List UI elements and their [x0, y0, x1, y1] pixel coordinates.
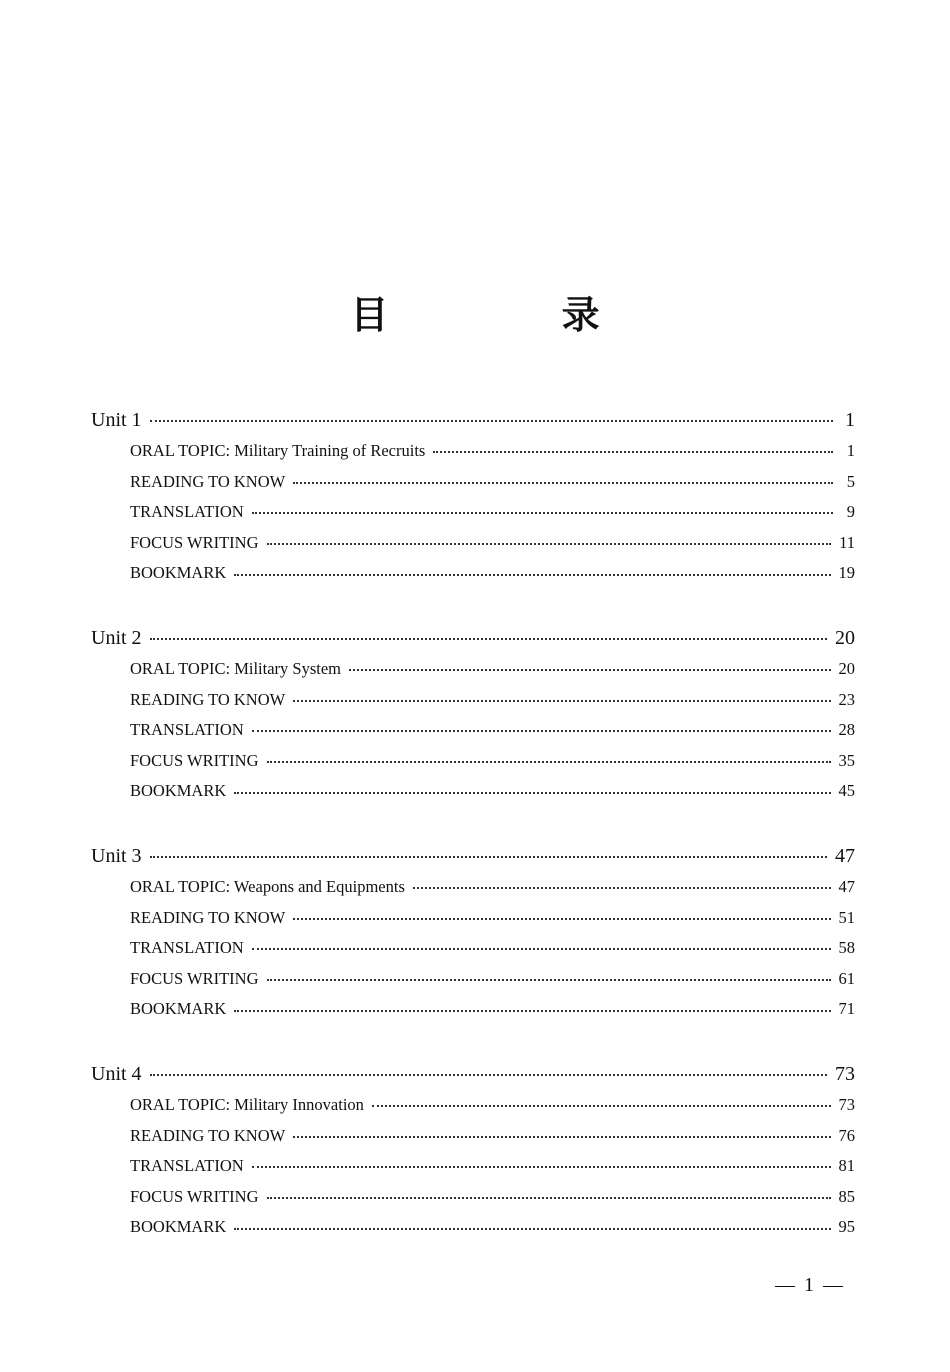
toc-entry[interactable]	[91, 1212, 855, 1243]
dot-leader	[150, 410, 833, 430]
toc-entry-label: READING TO KNOW	[130, 907, 286, 927]
dot-leader	[150, 1064, 827, 1084]
toc-entry[interactable]	[91, 715, 855, 746]
toc-entry-label: BOOKMARK	[130, 1217, 227, 1237]
toc-entry-label: ORAL TOPIC: Military System	[130, 658, 342, 678]
dot-leader	[150, 846, 827, 866]
dot-leader	[252, 940, 831, 957]
dot-leader	[267, 753, 831, 770]
toc-unit-heading[interactable]	[91, 1058, 855, 1090]
toc-unit-2	[91, 622, 855, 807]
dot-leader	[234, 1001, 830, 1018]
toc-entry-label: BOOKMARK	[130, 563, 227, 583]
toc-page-number: 28	[838, 720, 855, 740]
toc-page-number: 71	[838, 999, 855, 1019]
toc-page-number: 73	[838, 1094, 855, 1114]
toc-page-number: 23	[838, 689, 855, 709]
toc-unit-heading[interactable]	[91, 840, 855, 872]
dot-leader	[413, 879, 831, 896]
toc-unit-label: Unit 3	[91, 844, 142, 867]
toc-entry[interactable]	[91, 776, 855, 807]
toc-page-number: 47	[838, 876, 855, 896]
toc-page-number: 58	[838, 938, 855, 958]
dot-leader	[150, 628, 827, 648]
toc-page-number: 20	[838, 658, 855, 678]
dot-leader	[252, 722, 831, 739]
toc-entry-label: TRANSLATION	[130, 502, 244, 522]
toc-entry-label: BOOKMARK	[130, 999, 227, 1019]
toc-unit-label: Unit 1	[91, 409, 142, 431]
toc-unit-3	[91, 840, 855, 1025]
toc-entry-label: FOCUS WRITING	[130, 1186, 259, 1206]
toc-page-number: 51	[838, 907, 855, 927]
toc-page-number: 85	[838, 1186, 855, 1206]
toc-page-number: 35	[838, 750, 855, 770]
toc-page-number: 95	[838, 1217, 855, 1237]
toc-unit-1	[91, 404, 855, 589]
toc-entry[interactable]	[91, 654, 855, 685]
toc-entry[interactable]	[91, 933, 855, 964]
toc-entry[interactable]	[91, 872, 855, 903]
toc-entry[interactable]	[91, 746, 855, 777]
dot-leader	[293, 910, 830, 927]
toc-entry-label: READING TO KNOW	[130, 689, 286, 709]
toc-entry-label: FOCUS WRITING	[130, 532, 259, 552]
dot-leader	[372, 1097, 831, 1114]
toc-entry-label: FOCUS WRITING	[130, 750, 259, 770]
toc-page-number: 1	[845, 409, 855, 431]
toc-page-number: 81	[838, 1156, 855, 1176]
toc-page-number: 5	[846, 471, 855, 491]
page-title: 目 录	[350, 292, 680, 337]
toc-entry[interactable]	[91, 1121, 855, 1152]
toc-entry[interactable]	[91, 497, 855, 528]
dot-leader	[252, 1158, 831, 1175]
toc-page-number: 73	[835, 1062, 855, 1085]
toc-page-number: 76	[838, 1125, 855, 1145]
toc-entry[interactable]	[91, 685, 855, 716]
toc-unit-label: Unit 4	[91, 1062, 142, 1085]
toc-unit-label: Unit 2	[91, 626, 142, 649]
toc-entry-label: TRANSLATION	[130, 1156, 244, 1176]
page-footer-number: — 1 —	[775, 1274, 845, 1296]
toc-entry-label: READING TO KNOW	[130, 1125, 286, 1145]
dot-leader	[293, 474, 833, 491]
toc-entry-label: ORAL TOPIC: Military Innovation	[130, 1094, 364, 1114]
toc-unit-heading[interactable]	[91, 404, 855, 436]
dot-leader	[234, 1219, 830, 1236]
toc-entry-label: ORAL TOPIC: Military Training of Recruits	[130, 441, 426, 460]
toc-entry-label: READING TO KNOW	[130, 471, 286, 491]
toc-page-number: 45	[838, 781, 855, 801]
toc-entry[interactable]	[91, 467, 855, 498]
toc-entry[interactable]	[91, 1090, 855, 1121]
toc-entry-label: TRANSLATION	[130, 938, 244, 958]
toc-entry-label: ORAL TOPIC: Weapons and Equipments	[130, 876, 405, 896]
dot-leader	[293, 1128, 830, 1145]
dot-leader	[267, 1189, 831, 1206]
toc-page-number: 11	[839, 532, 855, 552]
dot-leader	[267, 535, 832, 552]
toc-page-number: 1	[846, 441, 855, 460]
toc-page-number: 20	[835, 626, 855, 649]
toc-entry[interactable]	[91, 528, 855, 559]
toc-entry[interactable]	[91, 994, 855, 1025]
dot-leader	[234, 783, 830, 800]
dot-leader	[234, 565, 830, 582]
dot-leader	[349, 661, 830, 678]
toc-entry[interactable]	[91, 903, 855, 934]
dot-leader	[267, 971, 831, 988]
toc-entry[interactable]	[91, 1182, 855, 1213]
toc-entry-label: TRANSLATION	[130, 720, 244, 740]
toc-entry[interactable]	[91, 964, 855, 995]
toc-entry[interactable]	[91, 1151, 855, 1182]
toc-page-number: 61	[838, 968, 855, 988]
toc-page-number: 47	[835, 844, 855, 867]
dot-leader	[293, 692, 830, 709]
toc-unit-heading[interactable]	[91, 622, 855, 654]
toc-entry-label: BOOKMARK	[130, 781, 227, 801]
table-of-contents	[91, 404, 855, 1276]
dot-leader	[252, 504, 833, 521]
toc-entry[interactable]	[91, 558, 855, 589]
toc-entry[interactable]	[91, 436, 855, 467]
toc-unit-4	[91, 1058, 855, 1243]
dot-leader	[433, 443, 833, 460]
toc-page-number: 19	[838, 563, 855, 583]
toc-page-number: 9	[846, 502, 855, 522]
toc-entry-label: FOCUS WRITING	[130, 968, 259, 988]
